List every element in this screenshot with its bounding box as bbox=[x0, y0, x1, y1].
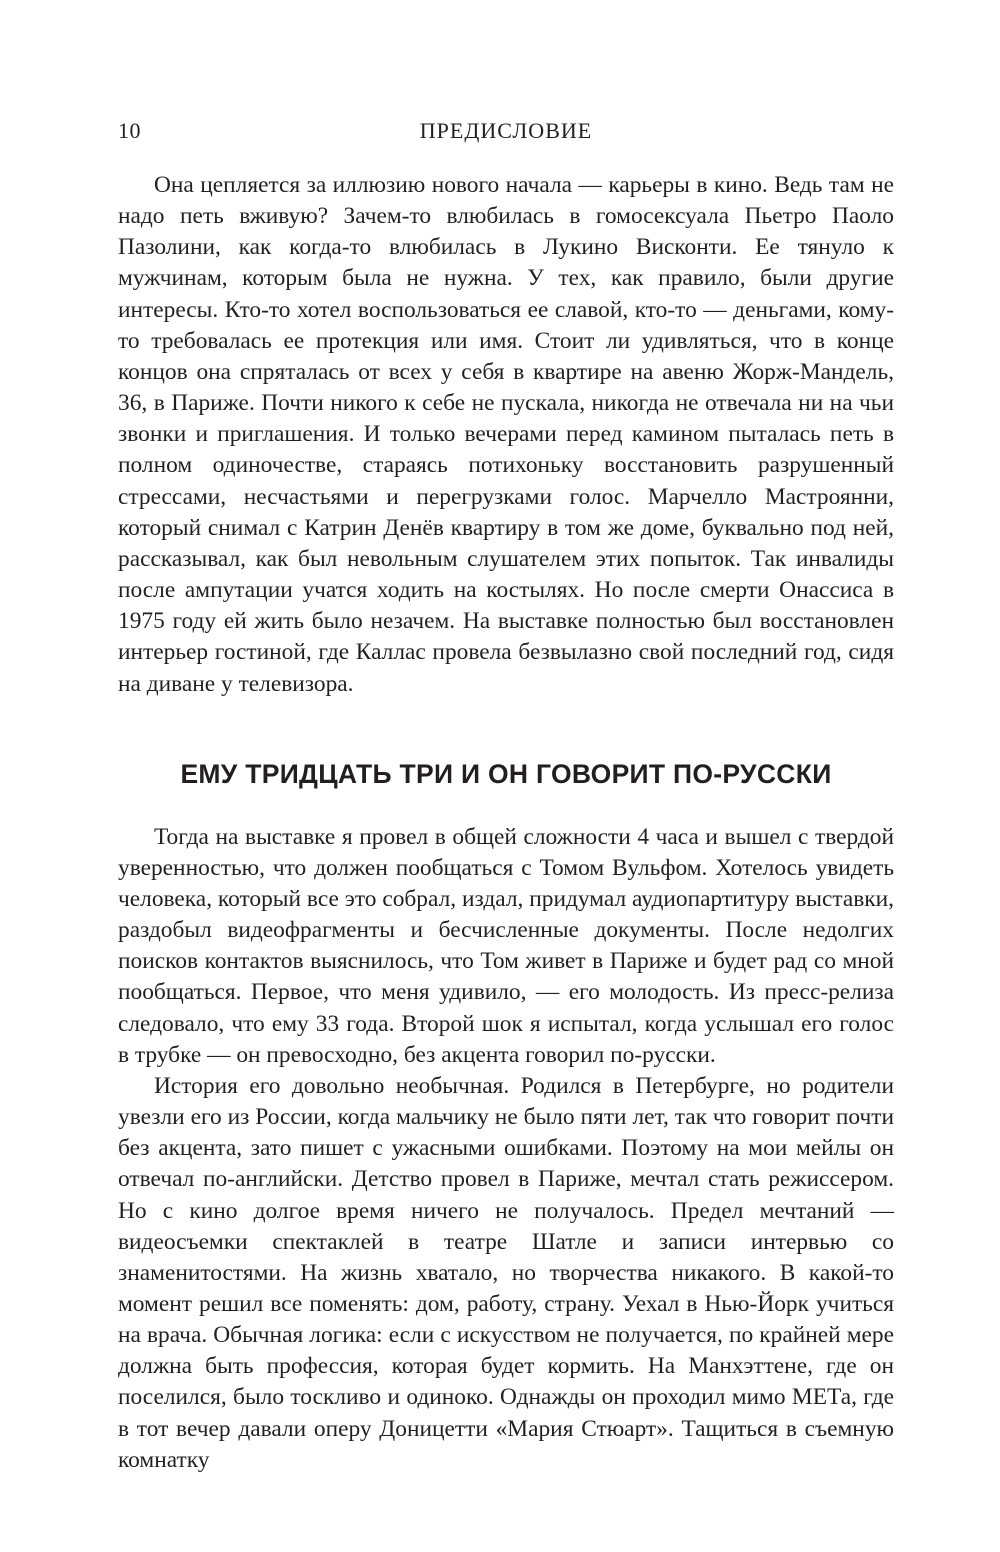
page-number: 10 bbox=[118, 118, 141, 143]
section-heading: ЕМУ ТРИДЦАТЬ ТРИ И ОН ГОВОРИТ ПО-РУССКИ bbox=[180, 758, 832, 789]
book-page bbox=[118, 118, 894, 1476]
running-title: ПРЕДИСЛОВИЕ bbox=[419, 118, 593, 143]
body-text bbox=[118, 170, 894, 1476]
paragraph: История его довольно необычная. Родился в Петербурге, но родители увезли его из России, когда мальчику не было пяти лет, так что говорит почти без акцента, зато пишет с ужасными ошибками. Поэтому на мои мейлы он отвечал по-английски. Детство провел в Париже, мечтал стать режиссером. Но с кино долгое время ничего не получалось. Предел мечтаний — видеосъемки спектаклей в театре Шатле и записи интервью со знаменитостями. На жизнь хватало, но творчества никакого. В какой-то момент решил все поменять: дом, работу, страну. Уехал в Нью-Йорк учиться на врача. Обычная логика: если с искусством не получается, по крайней мере должна быть профессия, которая будет кормить. На Манхэттене, где он поселился, было тоскливо и одиноко. Однажды он проходил мимо МЕТа, где в тот вечер давали оперу Доницетти «Мария Стюарт». Тащиться в съемную комнатку bbox=[118, 1072, 894, 1473]
paragraph: Тогда на выставке я провел в общей сложности 4 часа и вышел с твердой уверенностью, что должен пообщаться с Томом Вульфом. Хотелось увидеть человека, который все это собрал, издал, придумал аудиопартитуру выставки, раздобыл видеофрагменты и бесчисленные документы. После недолгих поисков контактов выяснилось, что Том живет в Париже и будет рад со мной пообщаться. Первое, что меня удивило, — его молодость. Из пресс-релиза следовало, что ему 33 года. Второй шок я испытал, когда услышал его голос в трубке — он превосходно, без акцента говорил по-русски. bbox=[118, 823, 894, 1068]
paragraph: Она цепляется за иллюзию нового начала — карьеры в кино. Ведь там не надо петь вживую? Зачем-то влюбилась в гомосексуала Пьетро Паоло Пазолини, как когда-то влюбилась в Лукино Висконти. Ее тянуло к мужчинам, которым была не нужна. У тех, как правило, были другие интересы. Кто-то хотел воспользоваться ее славой, кто-то — деньгами, кому-то требовалась ее протекция или имя. Стоит ли удивляться, что в конце концов она спряталась от всех у себя в квартире на авеню Жорж-Мандель, 36, в Париже. Почти никого к себе не пускала, никогда не отвечала ни на чьи звонки и приглашения. И только вечерами перед камином пыталась петь в полном одиночестве, стараясь потихоньку восстановить разрушенный стрессами, несчастьями и перегрузками голос. Марчелло Мастроянни, который снимал с Катрин Денёв квартиру в том же доме, буквально под ней, рассказывал, как был невольным слушателем этих попыток. Так инвалиды после ампутации учатся ходить на костылях. Но после смерти Онассиса в 1975 году ей жить было незачем. На выставке полностью был восстановлен интерьер гостиной, где Каллас провела безвылазно свой последний год, сидя на диване у телевизора. bbox=[118, 172, 894, 697]
running-head bbox=[118, 118, 894, 150]
